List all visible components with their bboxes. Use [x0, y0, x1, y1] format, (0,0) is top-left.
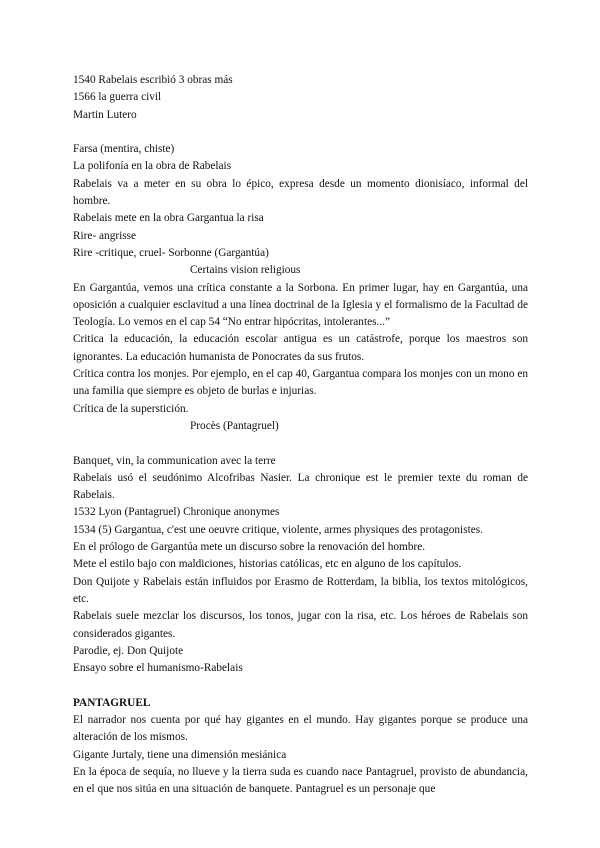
text-line: Rabelais mete en la obra Gargantua la risa [73, 212, 264, 225]
text-line: Parodie, ej. Don Quijote [73, 644, 184, 657]
text-line: Crítica de la superstición. [73, 402, 189, 415]
paragraph: Crítica contra los monjes. Por ejemplo, en el cap 40, Gargantua compara los monjes con un mono en una familia que siempre es objeto de burlas e injurias. [73, 368, 528, 398]
paragraph: En la época de sequía, no llueve y la tierra suda es cuando nace Pantagruel, provisto de abundancia, en el que nos sitúa en una situación de banquete. Pantagruel es un personaje que [73, 765, 528, 796]
text-line: Rire -critique, cruel- Sorbonne (Gargantúa) [73, 246, 269, 259]
text-line: Farsa (mentira, chiste) [73, 143, 175, 156]
text-line: Banquet, vin, la communication avec la terre [73, 454, 276, 467]
paragraph: Rabelais va a meter en su obra lo épico, expresa desde un momento dionisíaco, informal del hombre. [73, 177, 528, 208]
subheading: Certains vision religious [190, 264, 301, 277]
text-line: Mete el estilo bajo con maldiciones, historias católicas, etc en alguno de los capítulos. [73, 558, 462, 571]
paragraph: Rabelais usó el seudónimo Alcofribas Nasier. La chronique est le premier texte du roman de Rabelais. [73, 471, 528, 502]
text-line: 1532 Lyon (Pantagruel) Chronique anonymes [73, 506, 280, 519]
subheading: Procès (Pantagruel) [190, 419, 279, 432]
paragraph: Critica la educación, la educación escolar antigua es un catástrofe, porque los maestros son ignorantes. La educación humanista de Ponocrates da sus frutos. [73, 333, 528, 363]
text-line: Ensayo sobre el humanismo-Rabelais [73, 662, 243, 675]
paragraph: Don Quijote y Rabelais están influidos por Erasmo de Rotterdam, la biblia, los textos mitológicos, etc. [73, 575, 528, 605]
text-line: Gigante Jurtaly, tiene una dimensión mesiánica [73, 748, 287, 761]
document-body [73, 72, 528, 798]
text-line: Martin Lutero [73, 108, 137, 121]
text-line: En el prólogo de Gargantúa mete un discurso sobre la renovación del hombre. [73, 541, 426, 554]
text-line: 1534 (5) Gargantua, c'est une oeuvre critique, violente, armes physiques des protagonistes. [73, 523, 483, 536]
text-line: 1566 la guerra civil [73, 91, 162, 104]
paragraph: Rabelais suele mezclar los discursos, los tonos, jugar con la risa, etc. Los héroes de Rabelais son considerados gigantes. [73, 610, 528, 640]
paragraph: En Gargantúa, vemos una crítica constante a la Sorbona. En primer lugar, hay en Gargantúa, una oposición a cualquier esclavitud a una línea doctrinal de la Iglesia y el formalismo de la Facultad de Teología. Lo vemos en el cap 54 “No entrar hipócritas, intolerantes...” [73, 281, 528, 329]
text-line: 1540 Rabelais escribió 3 obras más [73, 74, 233, 86]
section-heading: PANTAGRUEL [73, 696, 151, 709]
paragraph: El narrador nos cuenta por qué hay gigantes en el mundo. Hay gigantes porque se produce una alteración de los mismos. [73, 713, 528, 744]
blank-line [73, 124, 528, 141]
text-line: La polifonía en la obra de Rabelais [73, 160, 232, 173]
text-line: Rire- angrisse [73, 229, 137, 242]
blank-line [73, 677, 528, 694]
blank-line [73, 435, 528, 452]
